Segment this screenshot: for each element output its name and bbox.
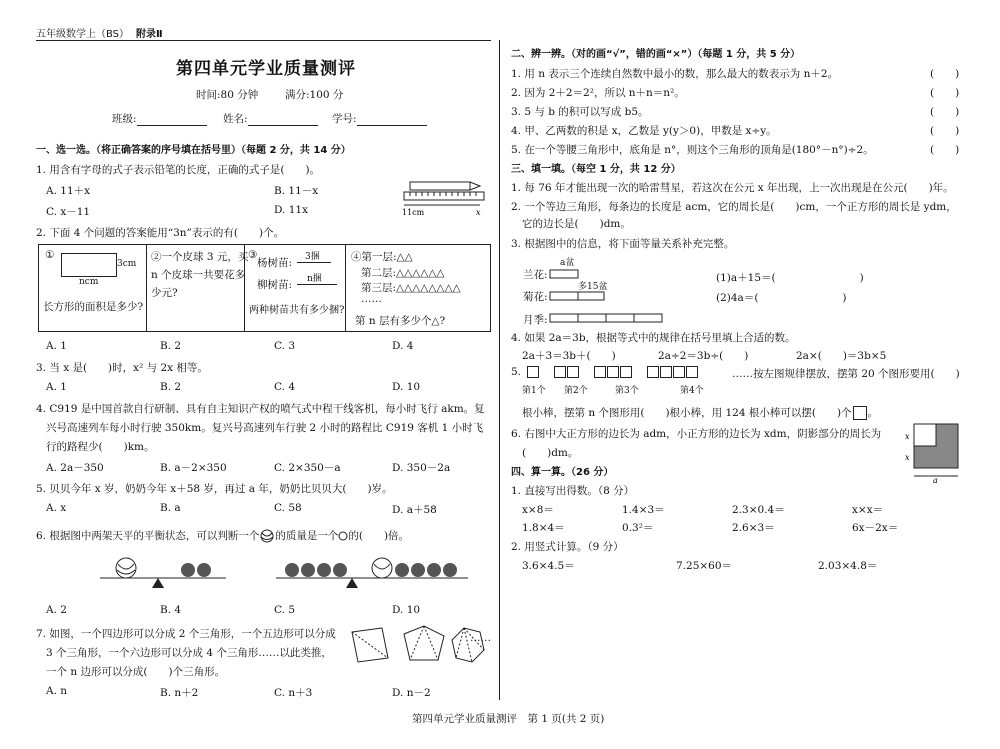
watermelon-icon: [259, 529, 275, 543]
calc-2-2[interactable]: 0.3²＝: [622, 522, 654, 534]
tf-answer-5[interactable]: ( ): [930, 144, 960, 156]
tf-answer-1[interactable]: ( ): [930, 68, 960, 80]
q6-stem-part3: 的( )倍。: [348, 530, 410, 542]
svg-text:a: a: [933, 476, 938, 484]
chrysanthemum-bar: [550, 292, 578, 300]
stick-figures: [527, 366, 699, 378]
q4-option-c[interactable]: C. 2×350－a: [274, 462, 341, 474]
q2-rect-side: 3cm: [117, 259, 137, 269]
orchid-label: 兰花:: [523, 269, 548, 281]
q2-cell1-num: ①: [45, 249, 55, 261]
name-field[interactable]: [223, 111, 318, 126]
q4-line2: 兴号高速列车每小时行驶 350km。复兴号高速列车行驶 2 小时的路程比 C919 客机 1 小时飞: [46, 422, 484, 434]
q7-line3: 一个 n 边形可以分成( )个三角形。: [46, 666, 226, 678]
section1-heading: 一、选一选。（将正确答案的序号填在括号里）（每题 2 分，共 14 分）: [36, 145, 351, 156]
id-field[interactable]: [332, 111, 427, 126]
q4-line1: 4. C919 是中国首款自行研制、具有自主知识产权的喷气式中程干线客机，每小时飞行 akm。复: [36, 403, 485, 415]
column-divider: [499, 40, 500, 700]
a-pots-label: a盆: [560, 258, 575, 268]
figure-2-label: 第2个: [564, 386, 588, 396]
q5-option-b[interactable]: B. a: [160, 502, 181, 514]
q2-cell2-line3: 少元?: [151, 287, 178, 299]
q2-table: [38, 244, 491, 332]
q6-option-a[interactable]: A. 2: [46, 604, 67, 616]
orchid-bar: [550, 270, 578, 278]
q3-stem: 3. 当 x 是( )时，x² 与 2x 相等。: [36, 362, 208, 374]
q2-yang-label: 杨树苗:: [257, 257, 293, 269]
figure-1-label: 第1个: [522, 386, 546, 396]
section3-heading: 三、填一填。（每空 1 分，共 12 分）: [511, 164, 681, 175]
exam-time: 时间:80 分钟: [196, 89, 259, 101]
q2-cell4-dots: ……: [361, 293, 382, 305]
section2-heading: 二、辨一辨。（对的画“√”，错的画“×”）（每题 1 分，共 5 分）: [511, 49, 801, 60]
q2-option-a[interactable]: A. 1: [46, 340, 67, 352]
calc-q2-stem: 2. 用竖式计算。（9 分）: [511, 541, 624, 553]
vertical-calc-2[interactable]: 7.25×60＝: [676, 560, 733, 572]
figure-4-label: 第4个: [680, 386, 704, 396]
q3-option-a[interactable]: A. 1: [46, 381, 67, 393]
grade-label: 五年级数学上（BS）: [36, 29, 130, 40]
q2-cell3-num: ③: [248, 249, 258, 261]
q2-cell3-question: 两种树苗共有多少捆?: [249, 305, 345, 316]
tf-item-4: 4. 甲、乙两数的积是 x，乙数是 y(y＞0)，甲数是 x÷y。: [511, 125, 777, 137]
svg-text:x: x: [905, 453, 910, 462]
q5-option-c[interactable]: C. 58: [274, 502, 302, 514]
q6-option-d[interactable]: D. 10: [392, 604, 421, 616]
fill-q1[interactable]: 1. 每 76 年才能出现一次的哈雷彗星，若这次在公元 x 年出现，上一次出现是在公元( )年。: [511, 182, 954, 194]
q1-option-d[interactable]: D. 11x: [274, 204, 309, 216]
q2-rectangle: [61, 253, 117, 277]
q4-option-a[interactable]: A. 2a－350: [46, 462, 104, 474]
fill-q4-stem: 4. 如果 2a＝3b，根据等式中的规律在括号里填上合适的数。: [511, 332, 796, 344]
small-square: [914, 424, 936, 446]
fill-q6-line1: 6. 右图中大正方形的边长为 adm，小正方形的边长为 xdm，阴影部分的周长为: [511, 428, 882, 440]
q2-liu-label: 柳树苗:: [257, 279, 293, 291]
fill-q4-eq1[interactable]: 2a＋3＝3b＋( ): [522, 350, 616, 362]
q2-bundle-3: 3捆: [305, 252, 320, 262]
polygons-figure: [348, 624, 494, 666]
q2-cell2-line2: n 个皮球一共要花多: [151, 269, 246, 281]
q5-option-d[interactable]: D. a＋58: [392, 504, 437, 516]
vertical-calc-3[interactable]: 2.03×4.8＝: [818, 560, 878, 572]
pencil-body: [410, 182, 470, 190]
q2-cell2-line1: ②一个皮球 3 元，买: [151, 251, 249, 263]
tf-item-2: 2. 因为 2＋2＝2²，所以 n＋n＝n²。: [511, 87, 685, 99]
q1-option-a[interactable]: A. 11＋x: [46, 185, 91, 197]
calc-2-1[interactable]: 1.8×4＝: [522, 522, 565, 534]
orange-icon: [181, 563, 211, 577]
q4-option-d[interactable]: D. 350－2a: [392, 462, 451, 474]
svg-text:x: x: [905, 432, 910, 441]
pencil-ruler-figure: [400, 178, 492, 218]
figure-3-label: 第3个: [615, 386, 639, 396]
q2-bundle-n: n捆: [307, 274, 322, 284]
calc-2-4[interactable]: 6x－2x＝: [852, 522, 899, 534]
calc-2-3[interactable]: 2.6×3＝: [732, 522, 775, 534]
quadrilateral-shape: [352, 628, 388, 662]
q1-option-c[interactable]: C. x－11: [46, 206, 91, 218]
q3-option-d[interactable]: D. 10: [392, 381, 421, 393]
rose-label: 月季:: [523, 314, 548, 326]
fill-q6-line2[interactable]: ( )dm。: [522, 447, 579, 459]
tf-item-5: 5. 在一个等腰三角形中，底角是 n°，则这个三角形的顶角是(180°－n°)÷2。: [511, 144, 874, 156]
q5-option-a[interactable]: A. x: [46, 502, 67, 514]
exam-score: 满分:100 分: [285, 89, 344, 101]
calc-1-4[interactable]: x×x＝: [852, 504, 884, 516]
q2-stem: 2. 下面 4 个问题的答案能用“3n”表示的有( )个。: [36, 227, 285, 239]
q2-cell4-question: 第 n 层有多少个△?: [355, 315, 446, 327]
tf-answer-2[interactable]: ( ): [930, 87, 960, 99]
page-footer: 第四单元学业质量测评 第 1 页(共 2 页): [412, 713, 605, 725]
class-label: 班级:: [112, 113, 137, 125]
q2-cell4-line1: ④第一层:△△: [351, 251, 413, 263]
pencil-tip: [470, 182, 480, 190]
q2-option-b[interactable]: B. 2: [160, 340, 182, 352]
chrysanthemum-label: 菊花:: [523, 291, 548, 303]
fill-q4-eq2[interactable]: 2a÷2＝3b÷( ): [658, 350, 749, 362]
q4-option-b[interactable]: B. a－2×350: [160, 462, 227, 474]
q2-cell4-line3: 第三层:△△△△△△△△: [361, 282, 461, 294]
id-label: 学号:: [332, 113, 357, 125]
q5-stem: 5. 贝贝今年 x 岁，奶奶今年 x＋58 岁，再过 a 年，奶奶比贝贝大( )岁。: [36, 483, 393, 495]
fill-q3-stem: 3. 根据图中的信息，将下面等量关系补充完整。: [511, 238, 735, 250]
ruler-x-label: x: [476, 208, 481, 217]
orange-icon: [338, 531, 348, 541]
more-15-label: 多15盆: [578, 282, 608, 292]
q6-option-b[interactable]: B. 4: [160, 604, 182, 616]
left-scale: [100, 558, 226, 588]
q2-option-c[interactable]: C. 3: [274, 340, 296, 352]
q7-line1: 7. 如图，一个四边形可以分成 2 个三角形，一个五边形可以分成: [36, 628, 336, 640]
tf-item-3: 3. 5 与 b 的积可以写成 b5。: [511, 106, 649, 118]
line-segment-diagram: [548, 262, 718, 324]
q2-option-d[interactable]: D. 4: [392, 340, 414, 352]
calc-1-1[interactable]: x×8＝: [522, 504, 554, 516]
tf-answer-3[interactable]: ( ): [930, 106, 960, 118]
square-shadow-figure: [904, 420, 964, 484]
q7-option-c[interactable]: C. n＋3: [274, 687, 313, 699]
balance-scales-figure: [96, 550, 476, 594]
q1-stem: 1. 用含有字母的式子表示铅笔的长度，正确的式子是( )。: [36, 164, 321, 176]
q1-option-b[interactable]: B. 11－x: [274, 185, 319, 197]
vertical-calc-1[interactable]: 3.6×4.5＝: [522, 560, 575, 572]
q2-cell4-line2: 第二层:△△△△△△: [361, 267, 445, 279]
tf-item-1: 1. 用 n 表示三个连续自然数中最小的数，那么最大的数表示为 n＋2。: [511, 68, 839, 80]
ruler-ticks: [410, 192, 476, 196]
fill-q4-eq3[interactable]: 2a×( )＝3b×5: [796, 350, 887, 362]
fill-q5-tail[interactable]: ……按左图规律摆放，摆第 20 个图形要用( ): [732, 368, 960, 380]
orange-icon: [395, 563, 457, 577]
orange-icon: [285, 563, 347, 577]
right-scale: [276, 558, 468, 588]
rose-bar: [550, 314, 578, 322]
ruler-label: 11cm: [402, 208, 425, 217]
q7-option-a[interactable]: A. n: [46, 685, 68, 697]
pentagon-shape: [404, 626, 444, 660]
q4-line3: 行的路程少( )km。: [46, 441, 155, 453]
section4-heading: 四、算一算。（26 分）: [511, 467, 614, 478]
calc-1-2[interactable]: 1.4×3＝: [622, 504, 665, 516]
q3-option-b[interactable]: B. 2: [160, 381, 182, 393]
page-title: 第四单元学业质量测评: [176, 59, 356, 79]
fill-q2-line2[interactable]: 它的边长是( )dm。: [522, 218, 631, 230]
q6-stem-part1: 6. 根据图中两架天平的平衡状态，可以判断一个: [36, 530, 260, 542]
q7-option-d[interactable]: D. n－2: [392, 687, 431, 699]
fill-q3-eq2[interactable]: (2)4a＝( ): [716, 292, 847, 304]
class-field[interactable]: [112, 111, 207, 126]
q2-cell1-question: 长方形的面积是多少?: [43, 301, 144, 313]
calc-1-3[interactable]: 2.3×0.4＝: [732, 504, 785, 516]
appendix-label: 附录Ⅱ: [136, 29, 163, 40]
name-label: 姓名:: [223, 113, 248, 125]
q6-option-c[interactable]: C. 5: [274, 604, 296, 616]
q6-stem: [36, 528, 409, 543]
q3-option-c[interactable]: C. 4: [274, 381, 296, 393]
q2-rect-base: ncm: [79, 277, 99, 287]
fill-q5-num: 5.: [511, 366, 522, 378]
q7-line2: 3 个三角形，一个六边形可以分成 4 个三角形……以此类推，: [46, 647, 332, 659]
watermelon-icon: [372, 558, 392, 578]
fill-q5-line2[interactable]: 根小棒，摆第 n 个图形用( )根小棒，用 124 根小棒可以摆( )个 。: [522, 407, 879, 419]
watermelon-icon: [116, 558, 136, 578]
fill-q2-line1[interactable]: 2. 一个等边三角形，每条边的长度是 acm，它的周长是( )cm，一个正方形的周长是 ydm，: [511, 201, 957, 213]
tf-answer-4[interactable]: ( ): [930, 125, 960, 137]
fill-q3-eq1[interactable]: (1)a＋15＝( ): [716, 272, 864, 284]
calc-q1-stem: 1. 直接写出得数。（8 分）: [511, 485, 635, 497]
q7-dots: ……: [470, 632, 491, 644]
q7-option-b[interactable]: B. n＋2: [160, 687, 199, 699]
q6-stem-part2: 的质量是一个: [275, 530, 339, 542]
header-rule: [36, 40, 491, 41]
